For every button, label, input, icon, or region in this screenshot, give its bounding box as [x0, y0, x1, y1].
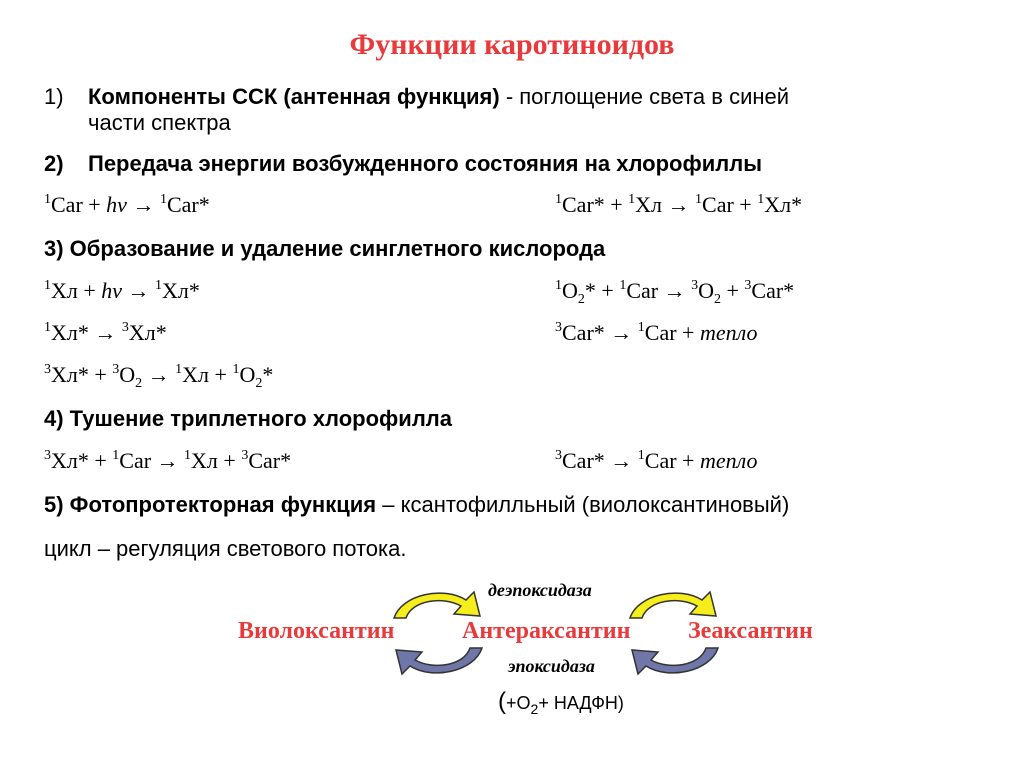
item-1-bold: Компоненты ССК (антенная функция) — [88, 84, 500, 109]
item-3-heading: 3) Образование и удаление синглетного кислорода — [44, 236, 606, 261]
equation-5: $^1$Хл* → $^3$Хл* — [44, 320, 167, 345]
item-5-continuation: цикл – регуляция светового потока. — [44, 536, 407, 561]
cofactor-label: ($+O_2+$ НАДФН) — [498, 688, 624, 717]
item-1-rest: - поглощение света в синей — [499, 84, 790, 109]
pigment-violaxanthin: Виолоксантин — [238, 618, 395, 644]
item-5 — [44, 492, 789, 518]
item-5-rest: – ксантофилльный (виолоксантиновый) — [376, 492, 790, 517]
pigment-antheraxanthin: Антераксантин — [462, 618, 631, 644]
enzyme-top-label: деэпоксидаза — [488, 580, 592, 600]
equation-4: $^1O_2* + ^1Car \to ^3O_2 + ^3Car*$ — [555, 278, 795, 307]
page-title: Функции каротиноидов — [349, 28, 675, 61]
blue-arrow-right-icon — [624, 644, 724, 680]
item-1 — [44, 84, 64, 110]
equation-3: $^1$Хл + hv → $^1$Хл* — [44, 278, 200, 303]
item-5-bold: 5) Фотопротекторная функция — [44, 492, 377, 517]
item-2-number: 2) — [44, 151, 64, 176]
enzyme-bottom-label: эпоксидаза — [508, 656, 595, 676]
equation-9: $^3$Car* → $^1$Car + тепло — [555, 448, 758, 473]
item-1-text — [88, 84, 789, 110]
item-2-bold: Передача энергии возбужденного состояния на хлорофиллы — [88, 151, 762, 176]
yellow-arrow-left-icon — [388, 586, 488, 622]
equation-1: $^1$Car + hv → $^1$Car* — [44, 192, 210, 217]
equation-6: $^3$Car* → $^1$Car + тепло — [555, 320, 758, 345]
item-4-heading: 4) Тушение триплетного хлорофилла — [44, 406, 453, 431]
equation-7: $^3Хл* + ^3O_2 \to ^1Хл + ^1O_2*$ — [44, 362, 274, 391]
equation-8: $^3$Хл* + $^1$Car → $^1$Хл + $^3$Car* — [44, 448, 292, 473]
item-1-continuation: части спектра — [88, 110, 231, 135]
item-1-number: 1) — [44, 84, 64, 109]
equation-2: $^1$Car* + $^1$Хл → $^1$Car + $^1$Хл* — [555, 192, 803, 217]
yellow-arrow-right-icon — [624, 586, 724, 622]
blue-arrow-left-icon — [388, 644, 488, 680]
pigment-zeaxanthin: Зеаксантин — [688, 618, 813, 644]
